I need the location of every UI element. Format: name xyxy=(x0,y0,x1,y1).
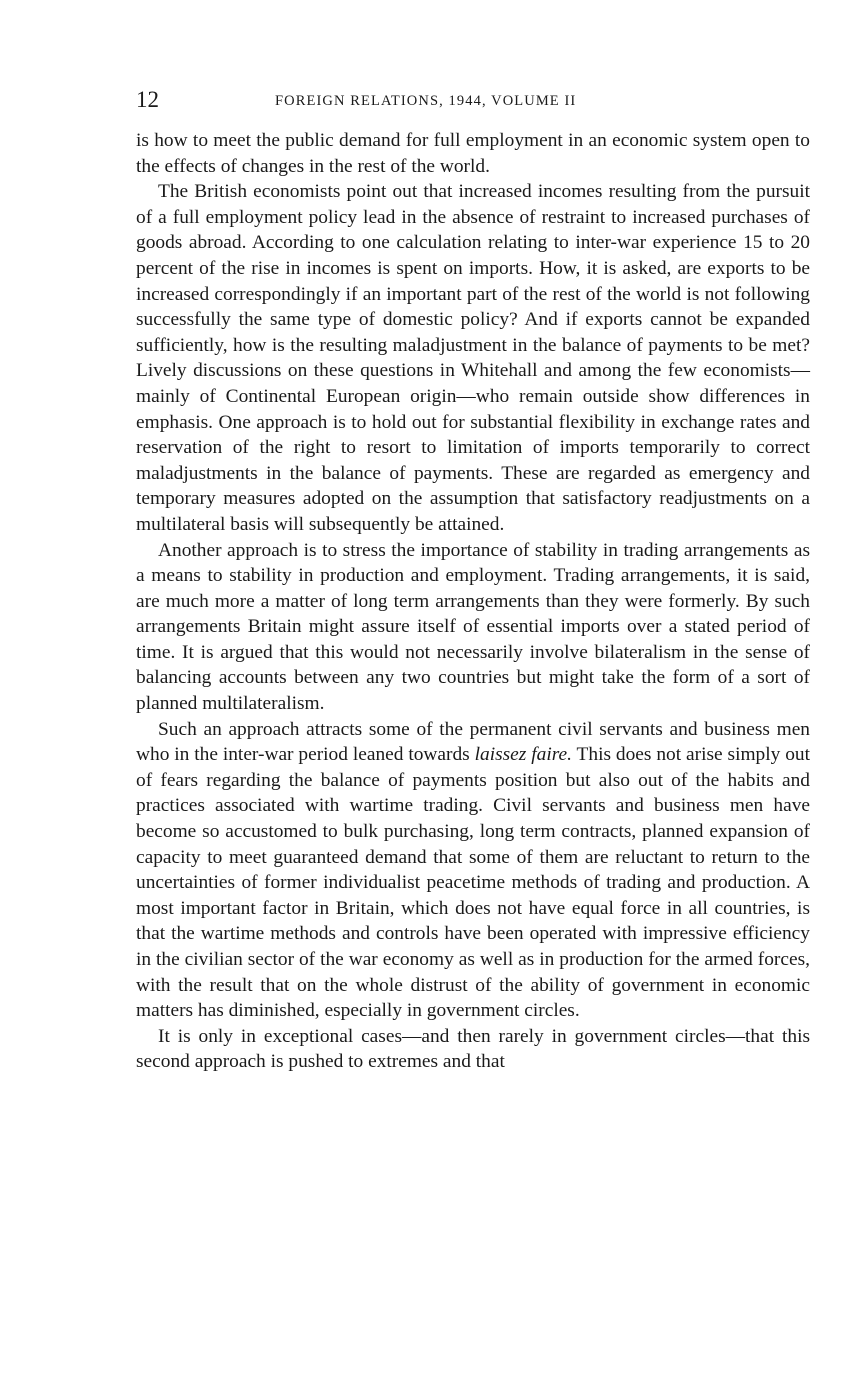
paragraph-british-economists: The British economists point out that increased incomes resulting from the pursuit of a full employment policy lead in the absence of restraint to increased purchases of goods abroad. According to one calculation relating to inter-war experience 15 to 20 percent of the rise in incomes is spent on imports. How, it is asked, are exports to be increased correspondingly if an important part of the rest of the world is not following successfully the same type of domestic policy? And if exports cannot be expanded sufficiently, how is the resulting maladjustment in the balance of payments to be met? Lively discussions on these questions in Whitehall and among the few economists—mainly of Continental European origin—who remain outside show differences in emphasis. One approach is to hold out for substantial flexibility in exchange rates and reservation of the right to resort to limitation of imports temporarily to correct maladjustments in the balance of payments. These are regarded as emergency and temporary measures adopted on the assumption that satisfactory readjustments on a multilateral basis will subsequently be attained. xyxy=(136,181,810,535)
running-title: FOREIGN RELATIONS, 1944, VOLUME II xyxy=(275,93,577,109)
paragraph-another-approach: Another approach is to stress the importance of stability in trading arrangements as a means to stability in production and employment. Trading arrangements, it is said, are much more a matter of long term arrangements than they were formerly. By such arrangements Britain might assure itself of essential imports over a stated period of time. It is argued that this would not necessarily involve bilateralism in the sense of balancing accounts between any two countries but might take the form of a sort of planned multilateralism. xyxy=(136,539,810,715)
body-text xyxy=(136,128,810,1075)
paragraph-text-after-italic: This does not arise simply out of fears regarding the balance of payments position but also out of the habits and practices associated with wartime trading. Civil servants and business men have become so accustomed to bulk purchasing, long term contracts, planned expansion of capacity to meet guaranteed demand that some of them are reluctant to return to the uncertainties of former individualist peacetime methods of trading and production. A most important factor in Britain, which does not have equal force in all countries, is that the wartime methods and controls have been operated with impressive efficiency in the civilian sector of the war economy as well as in production for the armed forces, with the result that on the whole distrust of the ability of government in economic matters has diminished, especially in government circles. xyxy=(136,744,810,1022)
paragraph-such-an-approach xyxy=(136,717,810,1024)
paragraph-text-before-italic: Such an approach attracts some of the permanent civil servants and business men who in the inter-war period leaned towards xyxy=(136,718,810,766)
paragraph-exceptional-cases: It is only in exceptional cases—and then rarely in government circles—that this second approach is pushed to extremes and that xyxy=(136,1025,810,1073)
page-number: 12 xyxy=(136,87,159,112)
italic-term-laissez-faire: laissez faire. xyxy=(474,744,572,766)
paragraph-continuation: is how to meet the public demand for full employment in an economic system open to the effects of changes in the rest of the world. xyxy=(136,130,810,177)
running-header xyxy=(136,86,810,114)
document-page xyxy=(136,86,810,1075)
